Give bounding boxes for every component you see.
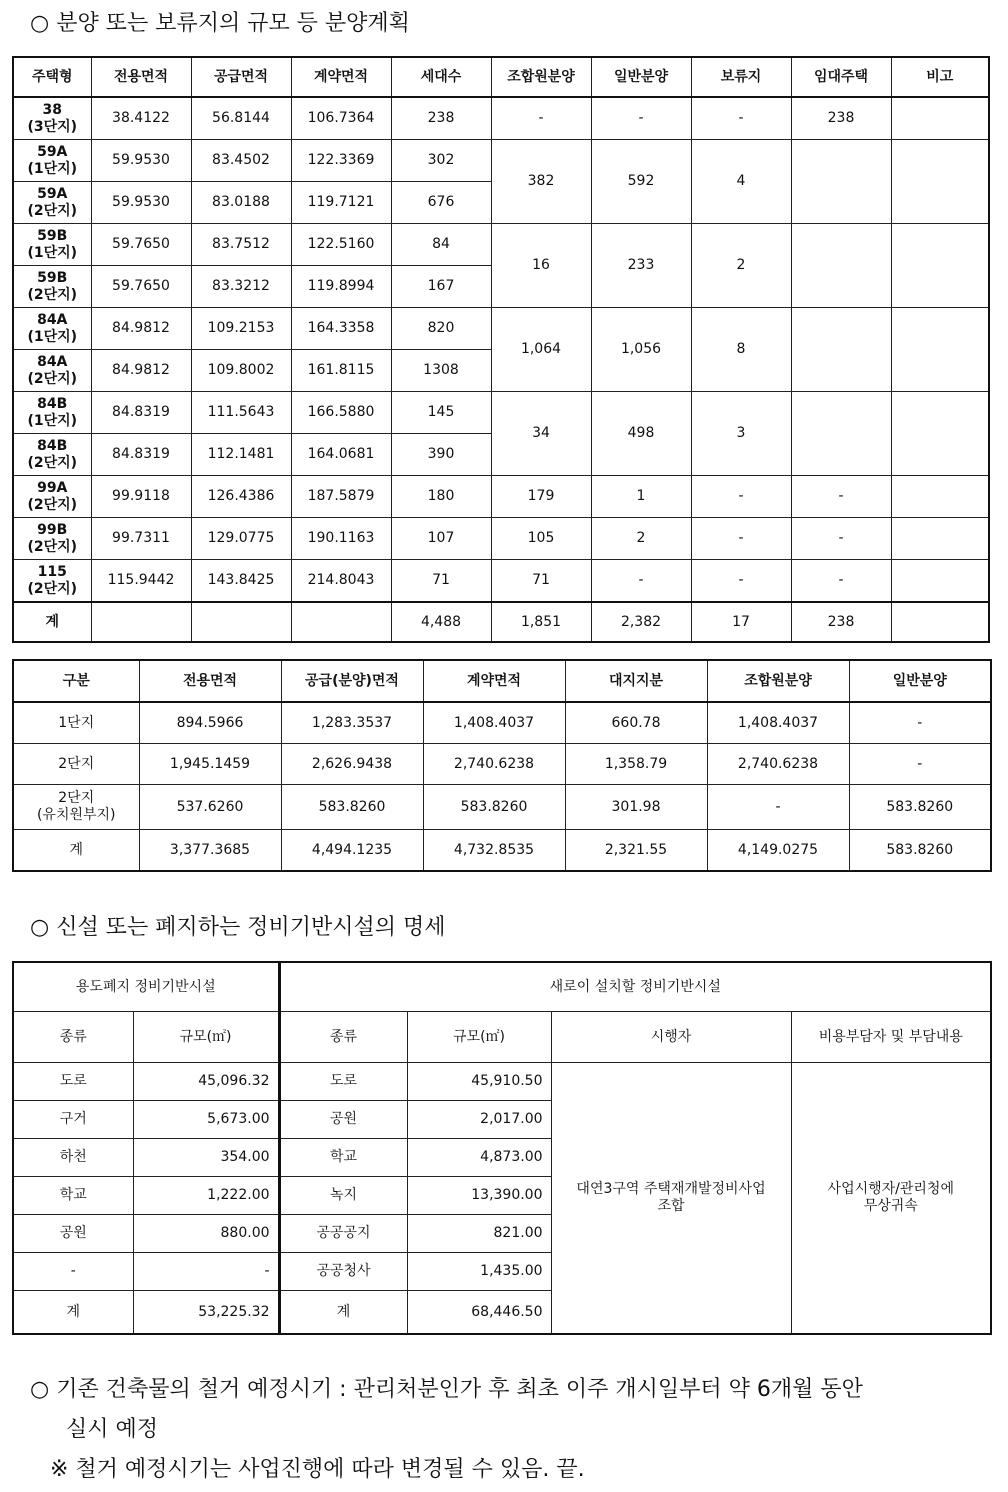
remarks bbox=[891, 476, 989, 518]
sales-plan-table bbox=[12, 56, 990, 643]
unit-count: 167 bbox=[391, 266, 491, 308]
housing-type-cell bbox=[13, 518, 91, 560]
housing-type: 84B bbox=[37, 395, 68, 412]
housing-type: 115 bbox=[37, 563, 67, 580]
section-heading-infrastructure: ○ 신설 또는 폐지하는 정비기반시설의 명세 bbox=[30, 915, 446, 940]
demolition-schedule-line1: ○ 기존 건축물의 철거 예정시기 : 관리처분인가 후 최초 이주 개시일부터 약 6개월 동안 bbox=[30, 1377, 863, 1402]
reserved-units: - bbox=[691, 560, 791, 603]
rental-units bbox=[791, 140, 891, 224]
exclusive-area: 84.9812 bbox=[91, 308, 191, 350]
unit-count: 107 bbox=[391, 518, 491, 560]
general-sales: 233 bbox=[591, 224, 691, 308]
column-header: 임대주택 bbox=[791, 57, 891, 97]
member-sales: 2,740.6238 bbox=[707, 744, 849, 785]
rental-units: - bbox=[791, 476, 891, 518]
contract-area: 2,740.6238 bbox=[423, 744, 565, 785]
table-row bbox=[13, 140, 989, 182]
housing-type: 38 bbox=[42, 101, 62, 118]
new-kind: 공공청사 bbox=[279, 1253, 407, 1291]
unit-count-total: 4,488 bbox=[391, 602, 491, 642]
housing-complex: (2단지) bbox=[27, 202, 78, 219]
complex-name-line: 2단지 bbox=[58, 790, 95, 806]
supply-area: 83.0188 bbox=[191, 182, 291, 224]
unit-count: 676 bbox=[391, 182, 491, 224]
complex-name bbox=[13, 785, 139, 830]
exclusive-area: 59.7650 bbox=[91, 224, 191, 266]
table-row bbox=[13, 702, 991, 744]
unit-count: 390 bbox=[391, 434, 491, 476]
housing-complex: (3단지) bbox=[27, 118, 78, 135]
table-row bbox=[13, 392, 989, 434]
supply-area: 143.8425 bbox=[191, 560, 291, 603]
remarks bbox=[891, 602, 989, 642]
housing-complex: (2단지) bbox=[27, 370, 78, 387]
column-header: 규모(㎡) bbox=[133, 1012, 279, 1063]
executor-line: 대연3구역 주택재개발정비사업 bbox=[576, 1181, 766, 1197]
column-header: 보류지 bbox=[691, 57, 791, 97]
exclusive-area: 38.4122 bbox=[91, 97, 191, 140]
abolished-scale: 45,096.32 bbox=[133, 1063, 279, 1101]
new-kind: 도로 bbox=[279, 1063, 407, 1101]
unit-count: 145 bbox=[391, 392, 491, 434]
column-header: 전용면적 bbox=[91, 57, 191, 97]
table-row bbox=[13, 224, 989, 266]
abolished-kind: 공원 bbox=[13, 1215, 133, 1253]
general-sales: 1,056 bbox=[591, 308, 691, 392]
supply-area: 112.1481 bbox=[191, 434, 291, 476]
exclusive-area: 59.9530 bbox=[91, 140, 191, 182]
column-header: 계약면적 bbox=[423, 660, 565, 702]
land-share: 1,358.79 bbox=[565, 744, 707, 785]
table-row bbox=[13, 476, 989, 518]
supply-area: 111.5643 bbox=[191, 392, 291, 434]
housing-type: 84B bbox=[37, 437, 68, 454]
new-scale: 13,390.00 bbox=[407, 1177, 551, 1215]
unit-count: 84 bbox=[391, 224, 491, 266]
new-scale: 821.00 bbox=[407, 1215, 551, 1253]
unit-count: 302 bbox=[391, 140, 491, 182]
column-header: 세대수 bbox=[391, 57, 491, 97]
column-header: 규모(㎡) bbox=[407, 1012, 551, 1063]
abolished-scale: 880.00 bbox=[133, 1215, 279, 1253]
housing-type-cell bbox=[13, 182, 91, 224]
housing-type: 59A bbox=[37, 143, 68, 160]
housing-complex: (2단지) bbox=[27, 496, 78, 513]
contract-area: 164.0681 bbox=[291, 434, 391, 476]
abolished-kind: 구거 bbox=[13, 1101, 133, 1139]
table-header-row bbox=[13, 57, 989, 97]
new-scale: 4,873.00 bbox=[407, 1139, 551, 1177]
abolished-kind: 계 bbox=[13, 1291, 133, 1335]
member-sales: 34 bbox=[491, 392, 591, 476]
new-scale: 68,446.50 bbox=[407, 1291, 551, 1335]
housing-complex: (1단지) bbox=[27, 244, 78, 261]
housing-complex: (2단지) bbox=[27, 454, 78, 471]
exclusive-area bbox=[91, 602, 191, 642]
rental-units: - bbox=[791, 560, 891, 603]
cost-line: 사업시행자/관리청에 bbox=[827, 1181, 954, 1197]
section-heading-sales-plan: ○ 분양 또는 보류지의 규모 등 분양계획 bbox=[30, 11, 410, 36]
supply-area: 109.8002 bbox=[191, 350, 291, 392]
exclusive-area: 84.8319 bbox=[91, 392, 191, 434]
housing-type: 99A bbox=[37, 479, 68, 496]
table-header-row bbox=[13, 962, 991, 1012]
remarks bbox=[891, 392, 989, 476]
housing-type-cell bbox=[13, 224, 91, 266]
member-sales: 4,149.0275 bbox=[707, 830, 849, 872]
remarks bbox=[891, 560, 989, 603]
member-sales: 179 bbox=[491, 476, 591, 518]
housing-type-cell bbox=[13, 308, 91, 350]
table-row bbox=[13, 1063, 991, 1101]
general-sales: - bbox=[849, 702, 991, 744]
rental-units: - bbox=[791, 518, 891, 560]
rental-units bbox=[791, 224, 891, 308]
supply-area: 126.4386 bbox=[191, 476, 291, 518]
exclusive-area: 537.6260 bbox=[139, 785, 281, 830]
complex-name: 1단지 bbox=[13, 702, 139, 744]
housing-type: 59B bbox=[37, 227, 68, 244]
contract-area: 122.5160 bbox=[291, 224, 391, 266]
housing-type-cell bbox=[13, 434, 91, 476]
exclusive-area: 3,377.3685 bbox=[139, 830, 281, 872]
housing-complex: (1단지) bbox=[27, 328, 78, 345]
contract-area: 583.8260 bbox=[423, 785, 565, 830]
member-sales: - bbox=[491, 97, 591, 140]
column-header: 전용면적 bbox=[139, 660, 281, 702]
exclusive-area: 1,945.1459 bbox=[139, 744, 281, 785]
exclusive-area: 115.9442 bbox=[91, 560, 191, 603]
member-sales: 105 bbox=[491, 518, 591, 560]
exclusive-area: 59.9530 bbox=[91, 182, 191, 224]
supply-area: 1,283.3537 bbox=[281, 702, 423, 744]
complex-name: 계 bbox=[13, 830, 139, 872]
abolished-kind: 하천 bbox=[13, 1139, 133, 1177]
supply-area: 583.8260 bbox=[281, 785, 423, 830]
contract-area: 119.8994 bbox=[291, 266, 391, 308]
new-kind: 공원 bbox=[279, 1101, 407, 1139]
column-header: 일반분양 bbox=[849, 660, 991, 702]
supply-area: 83.3212 bbox=[191, 266, 291, 308]
demolition-schedule-line2: 실시 예정 bbox=[66, 1417, 159, 1442]
general-sales: 1 bbox=[591, 476, 691, 518]
new-scale: 1,435.00 bbox=[407, 1253, 551, 1291]
new-scale: 2,017.00 bbox=[407, 1101, 551, 1139]
column-header: 종류 bbox=[279, 1012, 407, 1063]
abolished-scale: 53,225.32 bbox=[133, 1291, 279, 1335]
column-header: 종류 bbox=[13, 1012, 133, 1063]
reserved-units-total: 17 bbox=[691, 602, 791, 642]
member-sales: - bbox=[707, 785, 849, 830]
general-sales-total: 2,382 bbox=[591, 602, 691, 642]
supply-area: 4,494.1235 bbox=[281, 830, 423, 872]
housing-type-cell bbox=[13, 476, 91, 518]
general-sales: - bbox=[849, 744, 991, 785]
supply-area: 83.7512 bbox=[191, 224, 291, 266]
unit-count: 1308 bbox=[391, 350, 491, 392]
member-sales: 16 bbox=[491, 224, 591, 308]
land-share: 2,321.55 bbox=[565, 830, 707, 872]
housing-complex: (1단지) bbox=[27, 160, 78, 177]
infrastructure-table bbox=[12, 961, 992, 1335]
housing-type: 59B bbox=[37, 269, 68, 286]
abolished-scale: 5,673.00 bbox=[133, 1101, 279, 1139]
housing-type-cell bbox=[13, 392, 91, 434]
housing-type-cell bbox=[13, 140, 91, 182]
table-row bbox=[13, 518, 989, 560]
reserved-units: 3 bbox=[691, 392, 791, 476]
contract-area: 187.5879 bbox=[291, 476, 391, 518]
abolished-scale: - bbox=[133, 1253, 279, 1291]
member-sales: 1,408.4037 bbox=[707, 702, 849, 744]
housing-type: 84A bbox=[37, 353, 68, 370]
reserved-units: - bbox=[691, 476, 791, 518]
column-header: 공급면적 bbox=[191, 57, 291, 97]
land-share: 301.98 bbox=[565, 785, 707, 830]
table-header-row bbox=[13, 660, 991, 702]
general-sales: - bbox=[591, 97, 691, 140]
new-facilities-title: 새로이 설치할 정비기반시설 bbox=[279, 962, 991, 1012]
column-header: 일반분양 bbox=[591, 57, 691, 97]
column-header: 조합원분양 bbox=[491, 57, 591, 97]
table-row bbox=[13, 744, 991, 785]
exclusive-area: 59.7650 bbox=[91, 266, 191, 308]
housing-type-cell bbox=[13, 560, 91, 603]
column-header: 조합원분양 bbox=[707, 660, 849, 702]
exclusive-area: 99.9118 bbox=[91, 476, 191, 518]
complex-name-note: (유치원부지) bbox=[36, 807, 116, 823]
reserved-units: - bbox=[691, 97, 791, 140]
table-row bbox=[13, 308, 989, 350]
table-header-row bbox=[13, 1012, 991, 1063]
general-sales: 498 bbox=[591, 392, 691, 476]
remarks bbox=[891, 97, 989, 140]
general-sales: 592 bbox=[591, 140, 691, 224]
column-header: 비고 bbox=[891, 57, 989, 97]
member-sales: 71 bbox=[491, 560, 591, 603]
abolished-kind: 학교 bbox=[13, 1177, 133, 1215]
abolished-kind: - bbox=[13, 1253, 133, 1291]
abolished-kind: 도로 bbox=[13, 1063, 133, 1101]
contract-area: 164.3358 bbox=[291, 308, 391, 350]
remarks bbox=[891, 224, 989, 308]
rental-units bbox=[791, 392, 891, 476]
new-kind: 공공공지 bbox=[279, 1215, 407, 1253]
reserved-units: - bbox=[691, 518, 791, 560]
general-sales: 583.8260 bbox=[849, 785, 991, 830]
member-sales: 1,064 bbox=[491, 308, 591, 392]
reserved-units: 4 bbox=[691, 140, 791, 224]
new-scale: 45,910.50 bbox=[407, 1063, 551, 1101]
housing-type-cell bbox=[13, 97, 91, 140]
rental-units: 238 bbox=[791, 97, 891, 140]
member-sales-total: 1,851 bbox=[491, 602, 591, 642]
exclusive-area: 894.5966 bbox=[139, 702, 281, 744]
member-sales: 382 bbox=[491, 140, 591, 224]
table-row bbox=[13, 97, 989, 140]
remarks bbox=[891, 518, 989, 560]
column-header: 공급(분양)면적 bbox=[281, 660, 423, 702]
executor-cell bbox=[551, 1063, 791, 1335]
contract-area: 190.1163 bbox=[291, 518, 391, 560]
unit-count: 71 bbox=[391, 560, 491, 603]
unit-count: 238 bbox=[391, 97, 491, 140]
column-header: 대지지분 bbox=[565, 660, 707, 702]
housing-complex: (1단지) bbox=[27, 412, 78, 429]
supply-area: 109.2153 bbox=[191, 308, 291, 350]
contract-area: 4,732.8535 bbox=[423, 830, 565, 872]
table-row bbox=[13, 560, 989, 603]
demolition-note: ※ 철거 예정시기는 사업진행에 따라 변경될 수 있음. 끝. bbox=[50, 1457, 585, 1482]
executor-line: 조합 bbox=[657, 1198, 685, 1214]
new-kind: 계 bbox=[279, 1291, 407, 1335]
unit-count: 180 bbox=[391, 476, 491, 518]
land-share: 660.78 bbox=[565, 702, 707, 744]
reserved-units: 8 bbox=[691, 308, 791, 392]
housing-complex: (2단지) bbox=[27, 538, 78, 555]
column-header: 비용부담자 및 부담내용 bbox=[791, 1012, 991, 1063]
contract-area: 161.8115 bbox=[291, 350, 391, 392]
reserved-units: 2 bbox=[691, 224, 791, 308]
contract-area: 1,408.4037 bbox=[423, 702, 565, 744]
total-row bbox=[13, 830, 991, 872]
housing-type: 59A bbox=[37, 185, 68, 202]
general-sales: 2 bbox=[591, 518, 691, 560]
remarks bbox=[891, 140, 989, 224]
complex-name: 2단지 bbox=[13, 744, 139, 785]
table-row bbox=[13, 785, 991, 830]
housing-type-cell bbox=[13, 350, 91, 392]
housing-complex: (2단지) bbox=[27, 286, 78, 303]
supply-area: 56.8144 bbox=[191, 97, 291, 140]
general-sales: 583.8260 bbox=[849, 830, 991, 872]
supply-area: 129.0775 bbox=[191, 518, 291, 560]
contract-area: 119.7121 bbox=[291, 182, 391, 224]
general-sales: - bbox=[591, 560, 691, 603]
housing-type-cell bbox=[13, 266, 91, 308]
contract-area: 166.5880 bbox=[291, 392, 391, 434]
exclusive-area: 99.7311 bbox=[91, 518, 191, 560]
exclusive-area: 84.9812 bbox=[91, 350, 191, 392]
supply-area bbox=[191, 602, 291, 642]
contract-area: 122.3369 bbox=[291, 140, 391, 182]
exclusive-area: 84.8319 bbox=[91, 434, 191, 476]
cost-bearer-cell bbox=[791, 1063, 991, 1335]
column-header: 시행자 bbox=[551, 1012, 791, 1063]
column-header: 구분 bbox=[13, 660, 139, 702]
total-row bbox=[13, 602, 989, 642]
complex-area-table bbox=[12, 659, 992, 872]
housing-type: 84A bbox=[37, 311, 68, 328]
new-kind: 학교 bbox=[279, 1139, 407, 1177]
contract-area: 106.7364 bbox=[291, 97, 391, 140]
remarks bbox=[891, 308, 989, 392]
abolished-facilities-title: 용도폐지 정비기반시설 bbox=[13, 962, 279, 1012]
supply-area: 83.4502 bbox=[191, 140, 291, 182]
housing-type: 99B bbox=[37, 521, 68, 538]
rental-units-total: 238 bbox=[791, 602, 891, 642]
supply-area: 2,626.9438 bbox=[281, 744, 423, 785]
cost-line: 무상귀속 bbox=[863, 1198, 918, 1214]
rental-units bbox=[791, 308, 891, 392]
new-kind: 녹지 bbox=[279, 1177, 407, 1215]
contract-area bbox=[291, 602, 391, 642]
housing-complex: (2단지) bbox=[27, 580, 78, 597]
column-header: 주택형 bbox=[13, 57, 91, 97]
contract-area: 214.8043 bbox=[291, 560, 391, 603]
abolished-scale: 1,222.00 bbox=[133, 1177, 279, 1215]
abolished-scale: 354.00 bbox=[133, 1139, 279, 1177]
total-label: 계 bbox=[13, 602, 91, 642]
unit-count: 820 bbox=[391, 308, 491, 350]
column-header: 계약면적 bbox=[291, 57, 391, 97]
